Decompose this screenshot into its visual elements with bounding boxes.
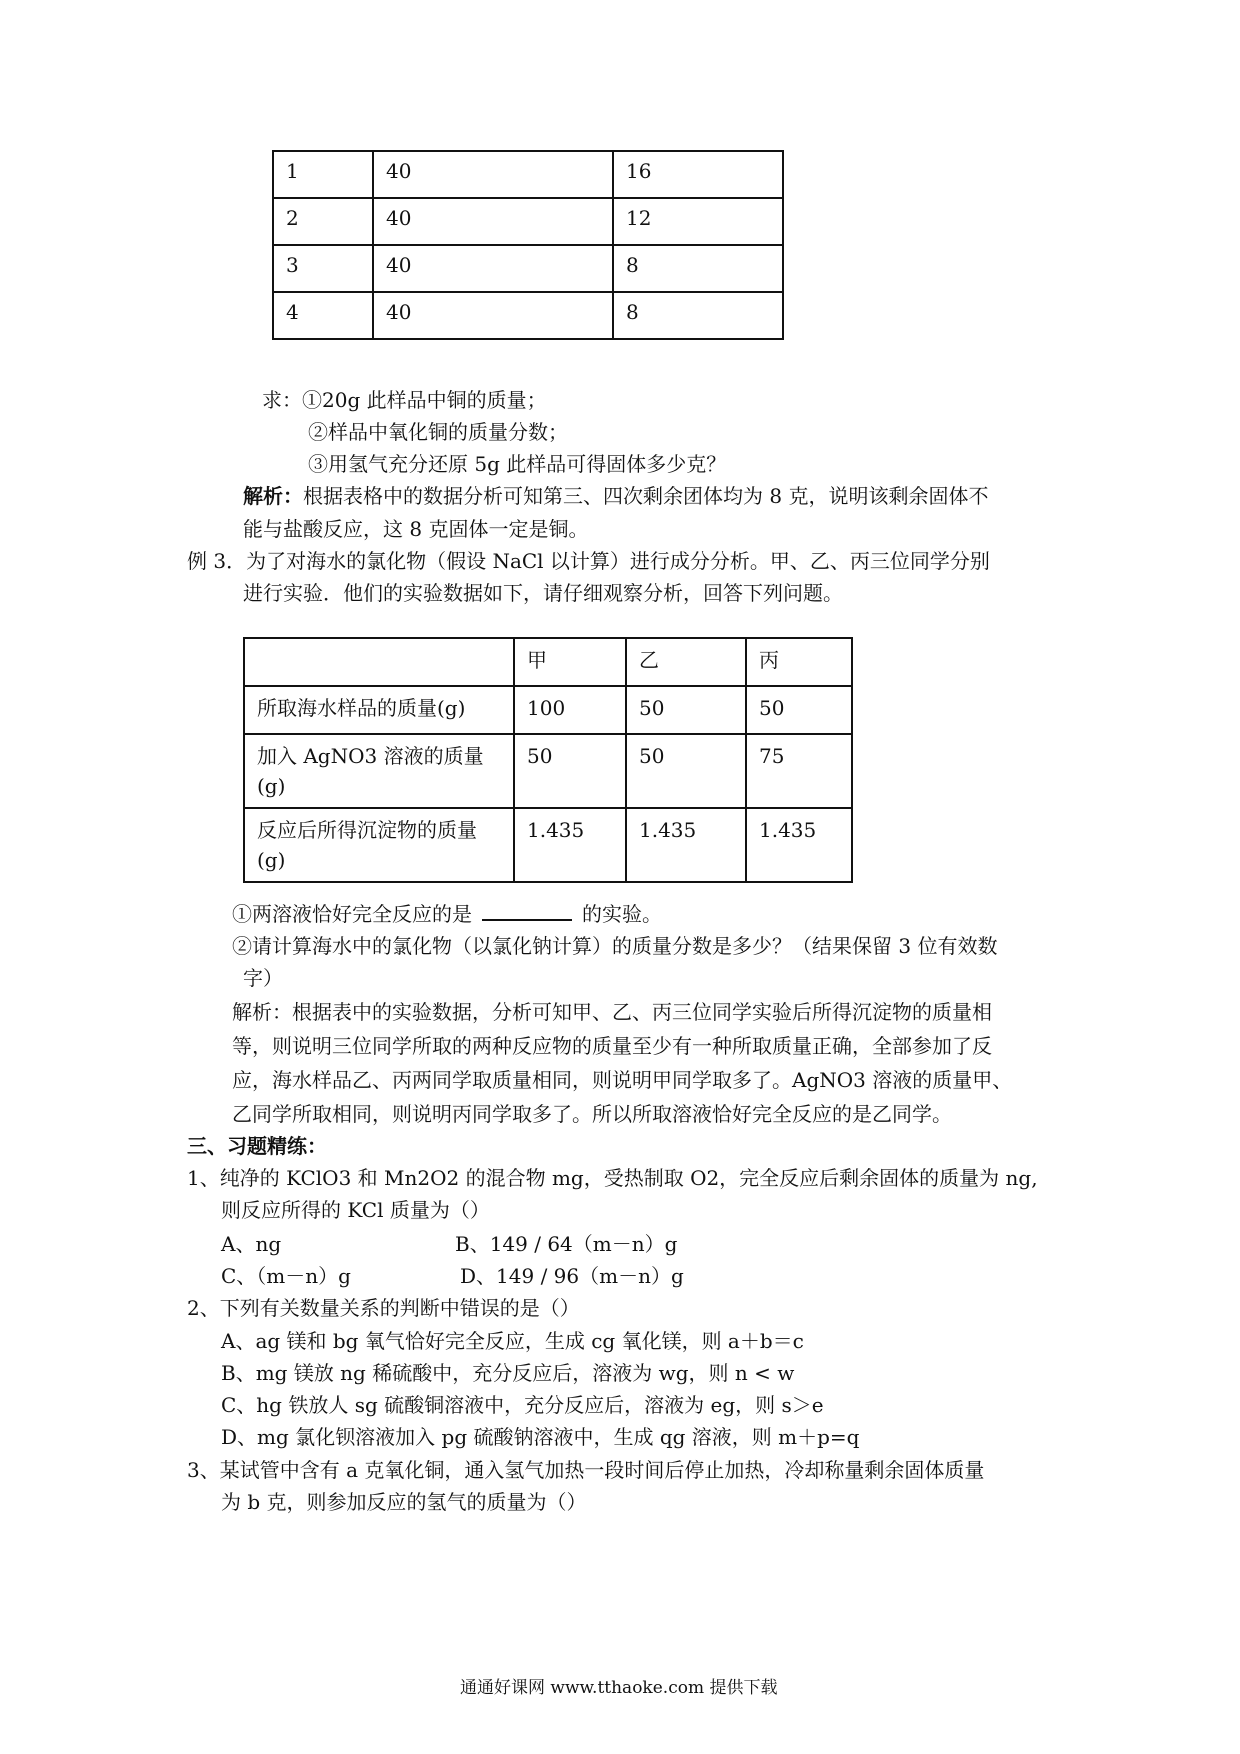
table-cell: 40 xyxy=(373,245,613,292)
table-cell: 3 xyxy=(273,245,373,292)
example-3-line-2: 进行实验．他们的实验数据如下，请仔细观察分析，回答下列问题。 xyxy=(243,581,843,605)
data-table-1 xyxy=(272,150,784,340)
table-row xyxy=(273,151,783,198)
page-footer: 通通好课网 www.tthaoke.com 提供下载 xyxy=(460,1678,778,1698)
table-cell: 16 xyxy=(613,151,783,198)
exercise-2-line-1: 2、下列有关数量关系的判断中错误的是（） xyxy=(187,1296,580,1320)
table-cell: 100 xyxy=(514,686,626,734)
table-cell: 50 xyxy=(626,734,746,808)
table-cell: 40 xyxy=(373,151,613,198)
table-header-cell: 甲 xyxy=(514,638,626,686)
table-cell: 8 xyxy=(613,245,783,292)
analysis-2-line-2: 等，则说明三位同学所取的两种反应物的质量至少有一种所取质量正确，全部参加了反 xyxy=(232,1034,992,1058)
exercise-2-option-a: A、ag 镁和 bg 氧气恰好完全反应，生成 cg 氧化镁，则 a＋b＝c xyxy=(221,1329,804,1353)
table-cell: 8 xyxy=(613,292,783,339)
exercise-1-line-2: 则反应所得的 KCl 质量为（） xyxy=(221,1198,490,1222)
table-row xyxy=(273,245,783,292)
table-cell: 所取海水样品的质量(g) xyxy=(244,686,514,734)
ask-line-2: ②样品中氧化铜的质量分数； xyxy=(308,420,568,444)
table-cell: 40 xyxy=(373,292,613,339)
table-cell: 反应后所得沉淀物的质量(g) xyxy=(244,808,514,882)
exercise-1-option-d: D、149 / 96（m－n）g xyxy=(460,1264,684,1288)
analysis-label: 解析： xyxy=(243,484,303,508)
exercise-1-option-c: C、（m－n）g xyxy=(221,1264,351,1288)
table-cell: 50 xyxy=(626,686,746,734)
question-1-after: 的实验。 xyxy=(582,902,662,926)
table-cell: 1.435 xyxy=(626,808,746,882)
analysis-1-line-2: 能与盐酸反应，这 8 克固体一定是铜。 xyxy=(243,517,589,541)
ask-line-3: ③用氢气充分还原 5g 此样品可得固体多少克？ xyxy=(308,452,727,476)
table-cell: 50 xyxy=(514,734,626,808)
exercise-3-line-2: 为 b 克，则参加反应的氢气的质量为（） xyxy=(221,1490,587,1514)
table-header-cell xyxy=(244,638,514,686)
table-row xyxy=(244,734,852,808)
data-table-2 xyxy=(243,637,853,883)
table-cell: 50 xyxy=(746,686,852,734)
ask-line-1: 求：①20g 此样品中铜的质量； xyxy=(262,388,547,412)
exercise-1-line-1: 1、纯净的 KClO3 和 Mn2O2 的混合物 mg，受热制取 O2，完全反应后剩余固体的质量为 ng, xyxy=(187,1166,1038,1190)
question-2-line-2: 字） xyxy=(243,966,283,990)
question-1-before: ①两溶液恰好完全反应的是 xyxy=(232,902,472,926)
table-cell: 1.435 xyxy=(746,808,852,882)
exercise-2-option-b: B、mg 镁放 ng 稀硫酸中，充分反应后，溶液为 wg，则 n < w xyxy=(221,1361,795,1385)
answer-blank xyxy=(482,901,572,921)
question-2-line-1: ②请计算海水中的氯化物（以氯化钠计算）的质量分数是多少？（结果保留 3 位有效数 xyxy=(232,934,998,958)
example-3-line-1: 例 3．为了对海水的氯化物（假设 NaCl 以计算）进行成分分析。甲、乙、丙三位同学分别 xyxy=(187,549,990,573)
analysis-2-line-3: 应，海水样品乙、丙两同学取质量相同，则说明甲同学取多了。AgNO3 溶液的质量甲、 xyxy=(232,1068,1013,1092)
table-header-cell: 乙 xyxy=(626,638,746,686)
table-cell: 加入 AgNO3 溶液的质量(g) xyxy=(244,734,514,808)
table-row xyxy=(273,292,783,339)
table-row xyxy=(244,808,852,882)
exercise-1-option-a: A、ng xyxy=(221,1232,282,1256)
table-cell: 1 xyxy=(273,151,373,198)
table-cell: 75 xyxy=(746,734,852,808)
analysis-2-line-1: 解析：根据表中的实验数据，分析可知甲、乙、丙三位同学实验后所得沉淀物的质量相 xyxy=(232,1000,992,1024)
table-cell: 2 xyxy=(273,198,373,245)
table-cell: 4 xyxy=(273,292,373,339)
section-3-title: 三、习题精练： xyxy=(187,1134,327,1158)
analysis-2-line-4: 乙同学所取相同，则说明丙同学取多了。所以所取溶液恰好完全反应的是乙同学。 xyxy=(232,1102,952,1126)
exercise-2-option-c: C、hg 铁放人 sg 硫酸铜溶液中，充分反应后，溶液为 eg，则 s＞e xyxy=(221,1393,824,1417)
table-header-cell: 丙 xyxy=(746,638,852,686)
table-cell: 40 xyxy=(373,198,613,245)
table-header-row xyxy=(244,638,852,686)
analysis-text: 根据表格中的数据分析可知第三、四次剩余团体均为 8 克，说明该剩余固体不 xyxy=(303,484,989,508)
analysis-1-line-1 xyxy=(243,480,988,513)
table-cell: 12 xyxy=(613,198,783,245)
table-cell: 1.435 xyxy=(514,808,626,882)
exercise-1-option-b: B、149 / 64（m－n）g xyxy=(455,1232,678,1256)
table-row xyxy=(273,198,783,245)
question-1 xyxy=(232,898,662,931)
table-row xyxy=(244,686,852,734)
exercise-2-option-d: D、mg 氯化钡溶液加入 pg 硫酸钠溶液中，生成 qg 溶液，则 m＋p=q xyxy=(221,1425,860,1449)
exercise-3-line-1: 3、某试管中含有 a 克氧化铜，通入氢气加热一段时间后停止加热，冷却称量剩余固体质量 xyxy=(187,1458,985,1482)
